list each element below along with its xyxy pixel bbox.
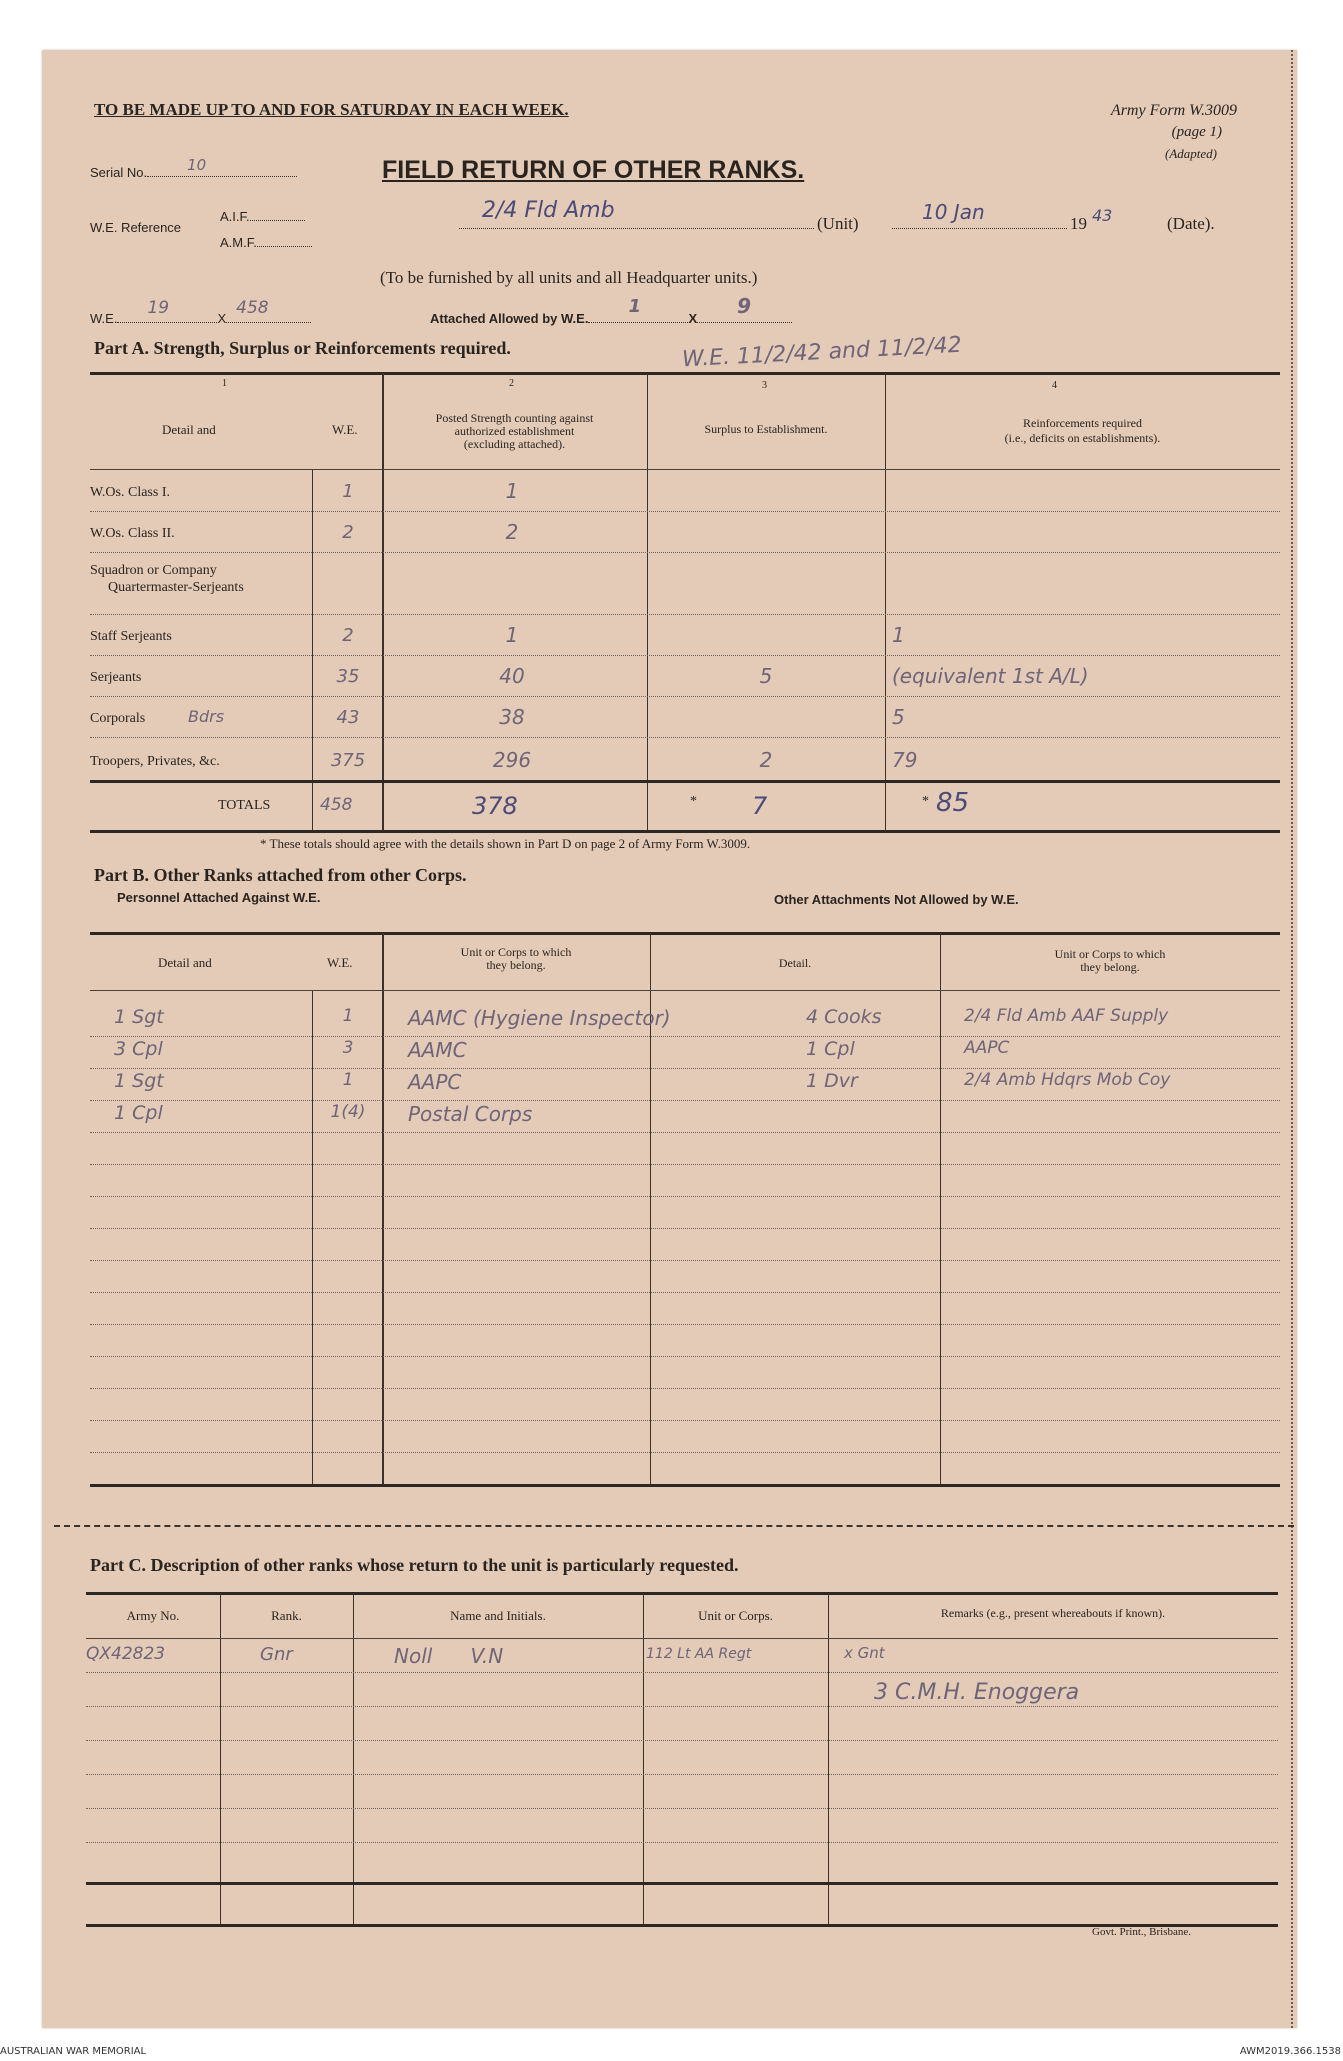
part-c-row-line xyxy=(86,1774,1278,1775)
part-b-header-detail-r: Detail. xyxy=(778,956,812,970)
part-b-row-line xyxy=(90,1132,1280,1133)
part-c-vline-3 xyxy=(643,1593,644,1924)
part-b-row-line xyxy=(90,1068,1280,1069)
part-b-row-unit: AAMC (Hygiene Inspector) xyxy=(408,1006,671,1030)
part-a-row-we: 35 xyxy=(336,666,360,687)
part-b-bottom-rule xyxy=(90,1484,1280,1487)
part-c-header-rule xyxy=(86,1638,1278,1639)
part-c-row-unit: 112 Lt AA Regt xyxy=(646,1646,752,1662)
part-c-row-name: Noll V.N xyxy=(394,1644,504,1668)
part-b-row-line xyxy=(90,1292,1280,1293)
printer-note: Govt. Print., Brisbane. xyxy=(1092,1926,1191,1938)
part-c-row-army-no: QX42823 xyxy=(86,1644,166,1664)
totals-surplus: 7 xyxy=(752,792,768,820)
part-a-row-posted: 38 xyxy=(499,705,525,729)
form-title: FIELD RETURN OF OTHER RANKS. xyxy=(382,156,805,184)
instruction-heading: TO BE MADE UP TO AND FOR SATURDAY IN EACH WEEK. xyxy=(94,100,569,119)
part-a-title: Part A. Strength, Surplus or Reinforcements required. xyxy=(94,338,511,358)
part-c-row-line xyxy=(86,1706,1278,1707)
part-b-row-line xyxy=(90,1196,1280,1197)
we-reference-label: W.E. Reference xyxy=(90,220,182,235)
part-a-row-surplus: 2 xyxy=(759,748,773,772)
part-a-row-posted: 296 xyxy=(492,748,532,772)
part-b-row-line xyxy=(90,1100,1280,1101)
part-c-header-army-no: Army No. xyxy=(126,1608,180,1623)
part-c-header-unit: Unit or Corps. xyxy=(698,1608,773,1623)
part-b-row-detail: 1 Sgt xyxy=(114,1070,164,1092)
part-a-header-detail: Detail and xyxy=(162,422,216,437)
part-c-row-line xyxy=(86,1808,1278,1809)
part-b-row-detail-r: 1 Cpl xyxy=(806,1038,855,1060)
part-a-row-divider xyxy=(90,696,1280,697)
part-a-row-we: 375 xyxy=(330,750,366,771)
unit-value: 2/4 Fld Amb xyxy=(482,198,615,223)
part-a-footnote: * These totals should agree with the details shown in Part D on page 2 of Army Form W.3009. xyxy=(260,836,751,851)
part-b-row-line xyxy=(90,1324,1280,1325)
part-a-row-reinf: 79 xyxy=(892,748,918,772)
we-field xyxy=(90,298,311,326)
part-a-totals-rule xyxy=(90,780,1280,783)
margin-note: W.E. 11/2/42 and 11/2/42 xyxy=(681,332,963,373)
part-b-header-we: W.E. xyxy=(327,955,353,970)
part-b-row-detail: 3 Cpl xyxy=(114,1038,163,1060)
part-a-header-we: W.E. xyxy=(332,422,358,437)
part-c-row-remarks: x Gnt xyxy=(844,1644,885,1662)
part-a-row-reinf: (equivalent 1st A/L) xyxy=(892,664,1089,688)
part-c-vline-1 xyxy=(220,1593,221,1924)
part-c-row-line xyxy=(86,1842,1278,1843)
part-a-top-rule xyxy=(90,372,1280,375)
part-b-row-unit: AAPC xyxy=(408,1070,462,1094)
furnished-note: (To be furnished by all units and all Headquarter units.) xyxy=(380,268,758,287)
part-b-row-we: 1 xyxy=(342,1070,354,1090)
serial-field xyxy=(90,156,297,180)
part-a-row-divider xyxy=(90,511,1280,512)
part-a-row-detail: W.Os. Class I. xyxy=(90,485,170,500)
we-x: X xyxy=(217,311,227,326)
part-a-row-detail: Corporals xyxy=(90,711,146,726)
part-a-row-detail: Squadron or Company xyxy=(90,563,217,578)
part-b-row-line xyxy=(90,1388,1280,1389)
part-c-vline-4 xyxy=(828,1593,829,1924)
part-b-row-unit-r: 2/4 Amb Hdqrs Mob Coy xyxy=(964,1070,1171,1090)
tear-line xyxy=(54,1525,1294,1527)
attached-allowed-field: Attached Allowed by W.E. 1 X 9 xyxy=(430,308,792,326)
part-a-row-detail: Staff Serjeants xyxy=(90,629,172,644)
part-c-header-name: Name and Initials. xyxy=(450,1608,546,1623)
serial-line xyxy=(147,156,297,177)
amf-label: A.M.F. xyxy=(220,235,257,250)
part-a-row-detail-2: Quartermaster-Serjeants xyxy=(108,580,244,595)
part-b-header-unit: Unit or Corps to which they belong. xyxy=(460,945,572,972)
part-b-row-line xyxy=(90,1036,1280,1037)
date-value: 10 Jan xyxy=(922,200,985,224)
part-a-header-posted: Posted Strength counting against authorized establishment (excluding attached). xyxy=(435,411,594,451)
part-b-header-rule xyxy=(90,990,1280,991)
form-sheet xyxy=(42,50,1297,2028)
part-b-row-unit-r: 2/4 Fld Amb AAF Supply xyxy=(964,1006,1169,1026)
serial-value: 10 xyxy=(187,156,207,174)
part-a-vline-we xyxy=(312,470,313,831)
part-b-row-we: 1 xyxy=(342,1006,354,1026)
col-number-3: 3 xyxy=(762,380,767,391)
part-a-row-annotation: Bdrs xyxy=(188,707,225,726)
part-a-row-reinf: 1 xyxy=(892,623,905,647)
part-b-header-detail: Detail and xyxy=(158,955,212,970)
part-a-header-reinf: Reinforcements required (i.e., deficits on establishments). xyxy=(1004,416,1161,445)
footer-credit: AUSTRALIAN WAR MEMORIAL xyxy=(0,2046,147,2057)
totals-surplus-mark: * xyxy=(690,794,697,809)
part-b-title: Part B. Other Ranks attached from other Corps. xyxy=(94,865,467,885)
unit-label: (Unit) xyxy=(817,214,859,233)
aif-label: A.I.F. xyxy=(220,209,250,224)
part-c-top-rule xyxy=(86,1592,1278,1595)
part-c-vline-2 xyxy=(353,1593,354,1924)
part-b-vline-1 xyxy=(382,933,384,1485)
col-number-1: 1 xyxy=(222,378,227,389)
part-b-row-detail-r: 1 Dvr xyxy=(806,1070,858,1092)
part-a-header-surplus: Surplus to Establishment. xyxy=(704,422,828,436)
totals-reinf-mark: * xyxy=(922,794,929,809)
col-number-4: 4 xyxy=(1052,380,1057,391)
part-a-row-we: 1 xyxy=(342,481,354,502)
part-b-row-detail: 1 Sgt xyxy=(114,1006,164,1028)
part-a-row-posted: 40 xyxy=(499,664,525,688)
part-b-row-line xyxy=(90,1356,1280,1357)
part-c-row-remarks-2: 3 C.M.H. Enoggera xyxy=(874,1680,1080,1705)
part-b-left-subtitle: Personnel Attached Against W.E. xyxy=(117,890,321,905)
part-c-row-line xyxy=(86,1672,1278,1673)
totals-reinf: 85 xyxy=(936,788,970,818)
part-b-row-we: 1(4) xyxy=(330,1102,366,1122)
col-number-2: 2 xyxy=(509,378,514,389)
part-a-header-rule xyxy=(90,469,1280,470)
part-a-row-detail: Serjeants xyxy=(90,670,142,685)
part-b-row-unit: AAMC xyxy=(408,1038,467,1062)
part-a-row-detail: Troopers, Privates, &c. xyxy=(90,754,220,769)
part-a-row-we: 43 xyxy=(336,707,360,728)
part-a-row-posted: 1 xyxy=(505,623,519,647)
footer-accession: AWM2019.366.1538 xyxy=(1239,2046,1341,2057)
part-c-lower-rule xyxy=(86,1882,1278,1885)
part-a-row-divider xyxy=(90,737,1280,738)
serial-label: Serial No. xyxy=(90,165,148,180)
year-value: 43 xyxy=(1092,206,1113,225)
part-a-row-posted: 1 xyxy=(505,479,519,503)
part-c-title: Part C. Description of other ranks whose return to the unit is particularly requested. xyxy=(90,1555,739,1575)
we-label: W.E. xyxy=(90,311,118,326)
totals-posted: 378 xyxy=(472,792,518,820)
part-a-row-posted: 2 xyxy=(505,520,519,544)
part-b-row-we: 3 xyxy=(342,1038,354,1058)
we-value-1: 19 xyxy=(147,298,170,318)
part-b-row-line xyxy=(90,1452,1280,1453)
part-b-row-unit-r: AAPC xyxy=(964,1038,1010,1058)
part-b-top-rule xyxy=(90,932,1280,935)
part-a-row-surplus: 5 xyxy=(759,664,773,688)
part-b-row-detail-r: 4 Cooks xyxy=(806,1006,882,1028)
part-b-row-line xyxy=(90,1228,1280,1229)
part-c-header-rank: Rank. xyxy=(271,1608,302,1623)
part-c-header-remarks: Remarks (e.g., present whereabouts if known). xyxy=(940,1606,1166,1620)
part-a-row-detail: W.Os. Class II. xyxy=(90,526,175,541)
part-b-right-subtitle: Other Attachments Not Allowed by W.E. xyxy=(774,892,1019,907)
part-a-row-we: 2 xyxy=(342,625,354,646)
totals-we: 458 xyxy=(320,795,353,815)
totals-label: TOTALS xyxy=(218,798,271,813)
adapted-note: (Adapted) xyxy=(1165,146,1217,161)
part-a-row-divider xyxy=(90,655,1280,656)
part-b-row-detail: 1 Cpl xyxy=(114,1102,163,1124)
part-a-row-divider xyxy=(90,552,1280,553)
part-a-bottom-rule xyxy=(90,830,1280,833)
part-b-header-unit-r: Unit or Corps to which they belong. xyxy=(1054,947,1166,974)
part-b-row-line xyxy=(90,1164,1280,1165)
amf-field xyxy=(220,232,312,250)
part-c-row-line xyxy=(86,1740,1278,1741)
attached-allowed-label: Attached Allowed by W.E. xyxy=(430,311,589,326)
part-a-row-we: 2 xyxy=(342,522,354,543)
form-number: Army Form W.3009 xyxy=(1110,102,1237,119)
part-a-row-reinf: 5 xyxy=(892,705,905,729)
year-prefix: 19 xyxy=(1070,214,1087,233)
attached-value-2: 9 xyxy=(737,294,752,318)
part-b-vline-3 xyxy=(940,933,941,1485)
perforation-edge xyxy=(1291,50,1293,2028)
aif-field xyxy=(220,206,305,224)
page-number: (page 1) xyxy=(1171,124,1222,140)
part-b-vline-we xyxy=(312,990,313,1485)
part-a-row-divider xyxy=(90,614,1280,615)
part-b-row-unit: Postal Corps xyxy=(408,1102,533,1126)
part-b-row-line xyxy=(90,1420,1280,1421)
part-c-row-rank: Gnr xyxy=(260,1644,293,1665)
date-label: (Date). xyxy=(1167,214,1215,233)
part-b-row-line xyxy=(90,1260,1280,1261)
we-value-2: 458 xyxy=(236,298,269,318)
attached-value-1: 1 xyxy=(628,296,641,317)
